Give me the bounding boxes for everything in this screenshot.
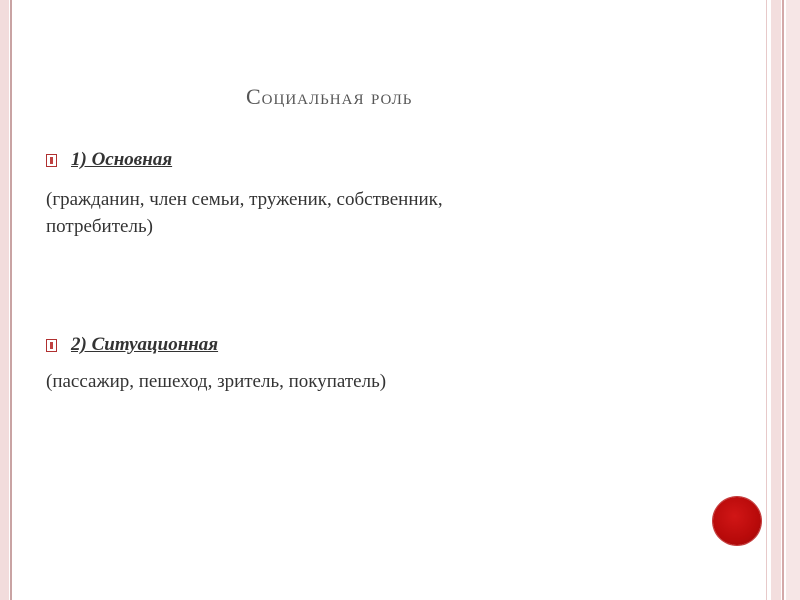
right-stripe (786, 0, 800, 600)
right-stripe (766, 0, 767, 600)
square-bullet-icon (46, 339, 57, 352)
section-heading: 1) Основная (71, 149, 173, 170)
left-frame-line (10, 0, 12, 600)
bullet-item-situational (46, 334, 218, 356)
right-stripe (782, 0, 784, 600)
description-line: (пассажир, пешеход, зритель, покупатель) (46, 371, 387, 392)
slide-title: Социальная роль (246, 84, 413, 109)
right-stripe (771, 0, 781, 600)
section-description (46, 368, 646, 395)
red-circle-icon (713, 497, 761, 545)
bullet-item-main (46, 149, 172, 171)
left-frame-band (0, 0, 9, 600)
section-description (46, 186, 646, 240)
section-heading: 2) Ситуационная (71, 334, 219, 355)
description-line: (гражданин, член семьи, труженик, собственник, (46, 189, 443, 210)
square-bullet-icon (46, 154, 57, 167)
description-line: потребитель) (46, 216, 153, 237)
